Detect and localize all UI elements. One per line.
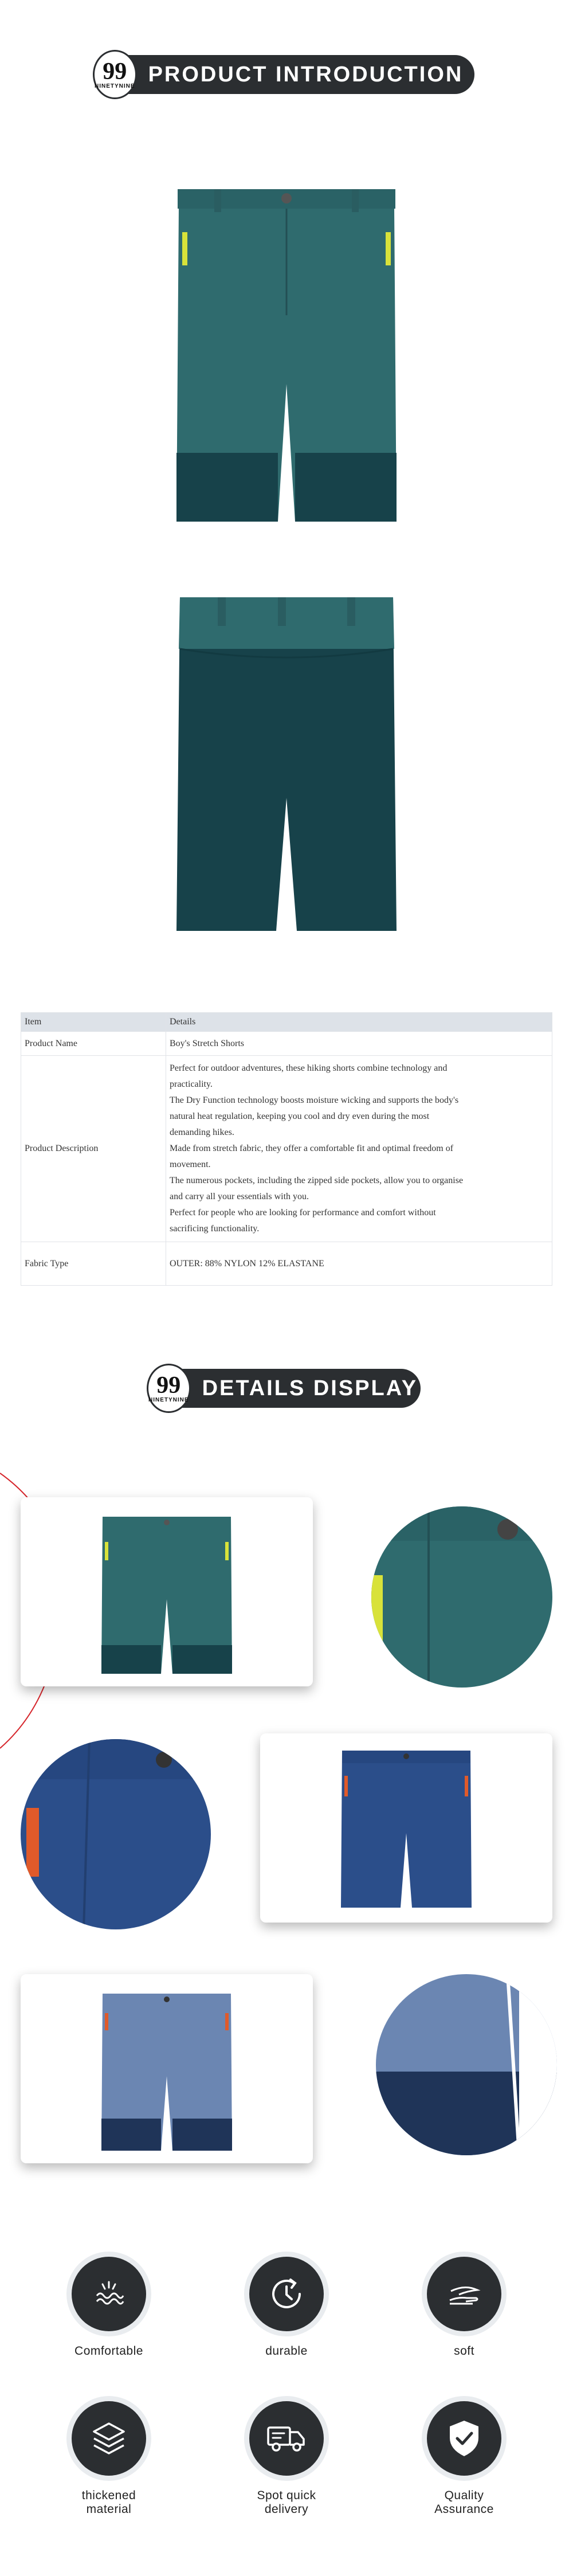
feature-label-line: material (86, 2503, 132, 2516)
comfort-icon (89, 2274, 129, 2314)
clock-icon (266, 2274, 307, 2314)
row-item: Fabric Type (21, 1242, 166, 1286)
feature-ring (422, 2396, 507, 2481)
header-details: Details (166, 1013, 552, 1032)
feature-ring-inner (72, 2257, 146, 2331)
feature-label: durable (265, 2344, 308, 2358)
detail-line: The Dry Function technology boosts moisture wicking and supports the body's (170, 1095, 459, 1105)
detail-card-slate (21, 1974, 313, 2163)
shorts-back-image (172, 592, 401, 931)
feature-ring-inner (72, 2401, 146, 2476)
detail-line: practicality. (170, 1079, 213, 1089)
intro-title: PRODUCT INTRODUCTION (148, 62, 464, 87)
detail-card-navy (260, 1733, 552, 1923)
feature-ring (422, 2252, 507, 2336)
logo-text: NINETYNINE (148, 1396, 189, 1403)
detail-line: sacrificing functionality. (170, 1224, 260, 1234)
row-details (166, 1056, 552, 1242)
feature-ring (244, 2396, 329, 2481)
details-banner (148, 1369, 421, 1408)
product-spec-table (21, 1012, 552, 1286)
table-header-row (21, 1013, 552, 1032)
feature-quality-assurance (401, 2396, 527, 2516)
feature-durable (223, 2252, 350, 2358)
brand-logo (93, 50, 137, 99)
detail-zoom-slate-hem (376, 1974, 557, 2155)
row-item: Product Description (21, 1056, 166, 1242)
feature-comfortable (46, 2252, 172, 2358)
feature-ring-inner (249, 2257, 324, 2331)
detail-line: demanding hikes. (170, 1128, 234, 1137)
detail-line: Boy's Stretch Shorts (170, 1038, 244, 1048)
feature-label: soft (454, 2344, 474, 2358)
detail-line: Perfect for people who are looking for performance and comfort without (170, 1208, 436, 1217)
feature-soft (401, 2252, 527, 2358)
detail-line: Made from stretch fabric, they offer a comfortable fit and optimal freedom of (170, 1144, 454, 1153)
feature-quick-delivery (223, 2396, 350, 2516)
feature-ring (66, 2252, 151, 2336)
logo-text: NINETYNINE (95, 83, 135, 89)
truck-icon (265, 2418, 308, 2458)
table-row (21, 1056, 552, 1242)
feature-label: Comfortable (74, 2344, 143, 2358)
shorts-navy-thumbnail (337, 1747, 475, 1908)
detail-line: movement. (170, 1160, 211, 1169)
detail-line: and carry all your essentials with you. (170, 1192, 309, 1201)
intro-banner (95, 55, 474, 94)
row-details (166, 1032, 552, 1056)
feature-label (401, 2489, 527, 2516)
shorts-teal-thumbnail (98, 1513, 236, 1674)
feature-ring (244, 2252, 329, 2336)
feature-label-line: Spot quick (257, 2489, 316, 2502)
detail-zoom-navy-pocket (21, 1739, 211, 1929)
detail-line: Perfect for outdoor adventures, these hiking shorts combine technology and (170, 1063, 448, 1073)
feature-ring-inner (427, 2401, 501, 2476)
shorts-front-image (172, 183, 401, 522)
feature-ring (66, 2396, 151, 2481)
logo-number: 99 (156, 1372, 181, 1399)
feature-ring-inner (427, 2257, 501, 2331)
feather-hand-icon (444, 2274, 484, 2314)
feature-label-line: Quality (444, 2489, 484, 2502)
feature-label-line: thickened (81, 2489, 136, 2502)
feature-label-line: delivery (264, 2503, 309, 2516)
feature-label-line: Assurance (434, 2503, 494, 2516)
shorts-slate-thumbnail (98, 1990, 236, 2151)
details-title: DETAILS DISPLAY (202, 1376, 418, 1400)
feature-label (223, 2489, 350, 2516)
table-row (21, 1032, 552, 1056)
feature-ring-inner (249, 2401, 324, 2476)
shield-check-icon (444, 2417, 484, 2460)
row-item: Product Name (21, 1032, 166, 1056)
detail-line: OUTER: 88% NYLON 12% ELASTANE (170, 1258, 324, 1269)
row-details (166, 1242, 552, 1286)
table-row (21, 1242, 552, 1286)
detail-card-teal (21, 1497, 313, 1686)
feature-label (46, 2489, 172, 2516)
detail-line: The numerous pockets, including the zipped side pockets, allow you to organise (170, 1176, 464, 1185)
detail-zoom-teal-pocket (371, 1506, 552, 1688)
feature-thickened-material (46, 2396, 172, 2516)
detail-line: natural heat regulation, keeping you cool and dry even during the most (170, 1111, 430, 1121)
logo-number: 99 (103, 58, 127, 85)
header-item: Item (21, 1013, 166, 1032)
layers-icon (88, 2418, 129, 2459)
brand-logo (147, 1364, 191, 1413)
